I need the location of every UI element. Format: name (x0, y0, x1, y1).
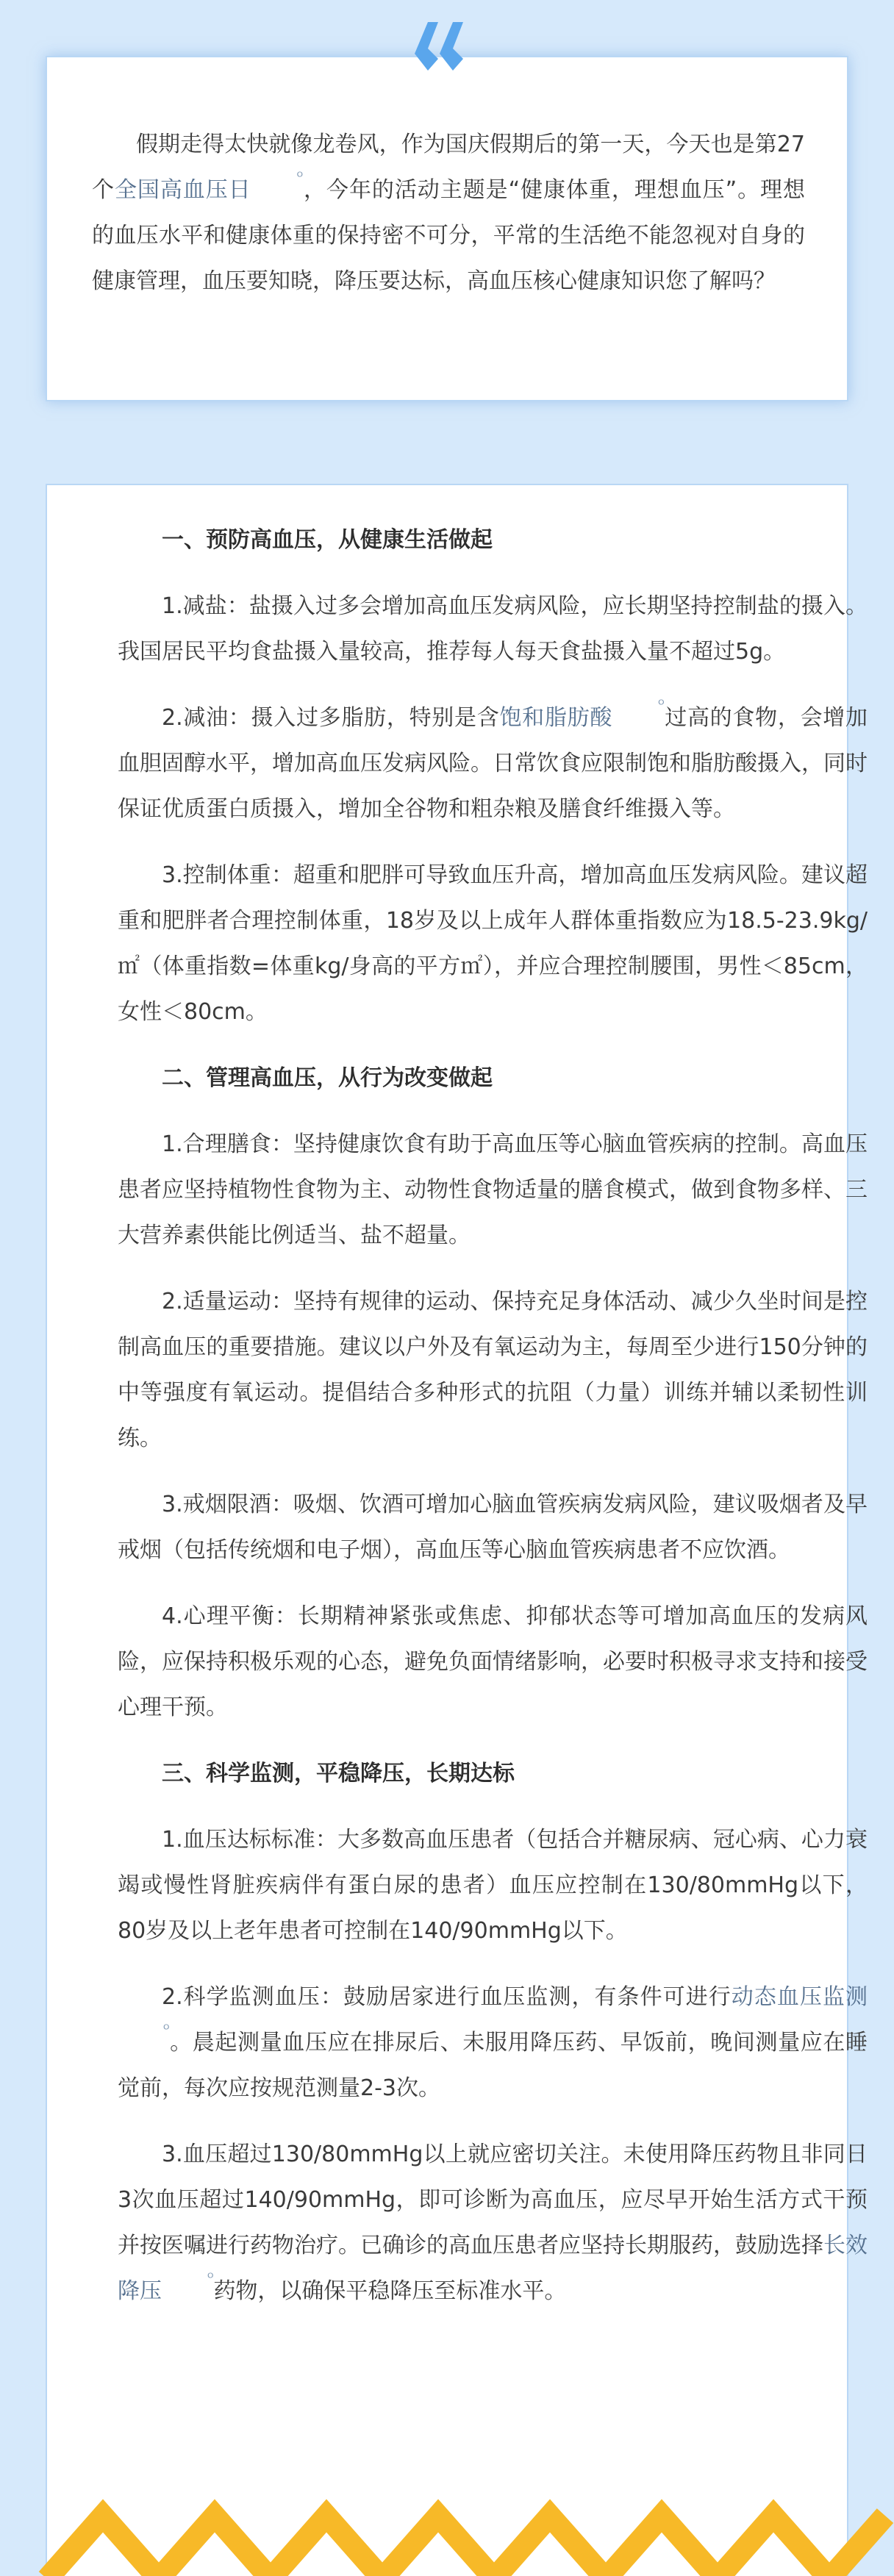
paragraph-text: 1.血压达标标准：大多数高血压患者（包括合并糖尿病、冠心病、心力衰竭或慢性肾脏疾病伴有蛋白尿的患者）血压应控制在130/80mmHg以下，80岁及以上老年患者可控制在140/90mmHg以下。 (118, 1827, 868, 1944)
intro-text-before: 假期走得太快就像龙卷风，作为国庆假期后的第一天，今天也是第27个 (92, 132, 805, 203)
intro-card (46, 56, 848, 401)
link-ambulatory-bp-monitoring[interactable]: 动态血压监测 (731, 1984, 868, 2010)
intro-text-after: ，今年的活动主题是“健康体重，理想血压”。理想的血压水平和健康体重的保持密不可分，平常的生活绝不能忽视对自身的健康管理，血压要知晓，降压要达标，高血压核心健康知识您了解吗？ (92, 177, 806, 294)
section-title: 二、管理高血压，从行为改变做起 (162, 1065, 493, 1091)
paragraph-bp-standard (118, 1817, 868, 1954)
paragraph-text: 2.减油：摄入过多脂肪，特别是含 (162, 705, 500, 731)
paragraph-text: 3.血压超过130/80mmHg以上就应密切关注。未使用降压药物且非同日3次血压超过140/90mmHg，即可诊断为高血压，应尽早开始生活方式干预并按医嘱进行药物治疗。已确诊的高血压患者应坚持长期服药，鼓励选择 (118, 2142, 868, 2258)
link-saturated-fatty-acid[interactable]: 饱和脂肪酸 (499, 705, 613, 731)
paragraph-text: 。晨起测量血压应在排尿后、未服用降压药、早饭前，晚间测量应在睡觉前，每次应按规范测量2-3次。 (118, 2030, 868, 2101)
paragraph-exercise (118, 1279, 868, 1461)
section-title: 三、科学监测，平稳降压，长期达标 (162, 1761, 515, 1786)
section-management (118, 1056, 868, 1731)
link-long-acting-antihypertensive[interactable]: 长效降压 (118, 2233, 868, 2304)
paragraph-text: 1.合理膳食：坚持健康饮食有助于高血压等心脑血管疾病的控制。高血压患者应坚持植物性食物为主、动物性食物适量的膳食模式，做到食物多样、三大营养素供能比例适当、盐不超量。 (118, 1131, 868, 1248)
search-hint-icon[interactable]: ᴼ (207, 2271, 214, 2286)
intro-text (92, 122, 805, 304)
paragraph-bp-monitoring (118, 1975, 868, 2111)
paragraph-text: 4.心理平衡：长期精神紧张或焦虑、抑郁状态等可增加高血压的发病风险，应保持积极乐观的心态，避免负面情绪影响，必要时积极寻求支持和接受心理干预。 (118, 1603, 868, 1720)
paragraph-quit-smoking (118, 1482, 868, 1573)
zigzag-border-icon (47, 2502, 850, 2576)
content-body (118, 518, 868, 2335)
paragraph-diet (118, 1122, 868, 1259)
paragraph-text: 2.科学监测血压：鼓励居家进行血压监测，有条件可进行 (162, 1984, 732, 2010)
paragraph-reduce-salt (118, 584, 868, 675)
paragraph-text: 1.减盐：盐摄入过多会增加高血压发病风险，应长期坚持控制盐的摄入。我国居民平均食盐摄入量较高，推荐每人每天食盐摄入量不超过5g。 (118, 593, 868, 665)
search-hint-icon[interactable]: ᴼ (296, 170, 304, 185)
paragraph-reduce-oil (118, 695, 868, 832)
paragraph-text: 3.戒烟限酒：吸烟、饮酒可增加心脑血管疾病发病风险，建议吸烟者及早戒烟（包括传统烟和电子烟），高血压等心脑血管疾病患者不应饮酒。 (118, 1492, 868, 1563)
paragraph-text: 2.适量运动：坚持有规律的运动、保持充足身体活动、减少久坐时间是控制高血压的重要措施。建议以户外及有氧运动为主，每周至少进行150分钟的中等强度有氧运动。提倡结合多种形式的抗阻（力量）训练并辅以柔韧性训练。 (118, 1289, 868, 1451)
section-monitoring (118, 1751, 868, 2314)
content-card (46, 484, 868, 2576)
section-title: 一、预防高血压，从健康生活做起 (162, 527, 493, 553)
link-national-hypertension-day[interactable]: 全国高血压日 (114, 177, 251, 203)
quote-icon (412, 21, 485, 79)
paragraph-mental-balance (118, 1594, 868, 1731)
paragraph-text: 3.控制体重：超重和肥胖可导致血压升高，增加高血压发病风险。建议超重和肥胖者合理控制体重，18岁及以上成年人群体重指数应为18.5-23.9kg/㎡（体重指数=体重kg/身高的平方㎡），并应合理控制腰围，男性＜85cm，女性＜80cm。 (118, 862, 868, 1025)
paragraph-text: 过高的食物，会增加血胆固醇水平，增加高血压发病风险。日常饮食应限制饱和脂肪酸摄入，同时保证优质蛋白质摄入，增加全谷物和粗杂粮及膳食纤维摄入等。 (118, 705, 868, 822)
search-hint-icon[interactable]: ᴼ (163, 2022, 170, 2037)
paragraph-bp-threshold (118, 2132, 868, 2314)
paragraph-text: 药物，以确保平稳降压至标准水平。 (213, 2278, 567, 2304)
paragraph-weight-control (118, 853, 868, 1035)
section-prevention (118, 518, 868, 1035)
intro-paragraph (92, 122, 805, 304)
search-hint-icon[interactable]: ᴼ (658, 698, 665, 712)
